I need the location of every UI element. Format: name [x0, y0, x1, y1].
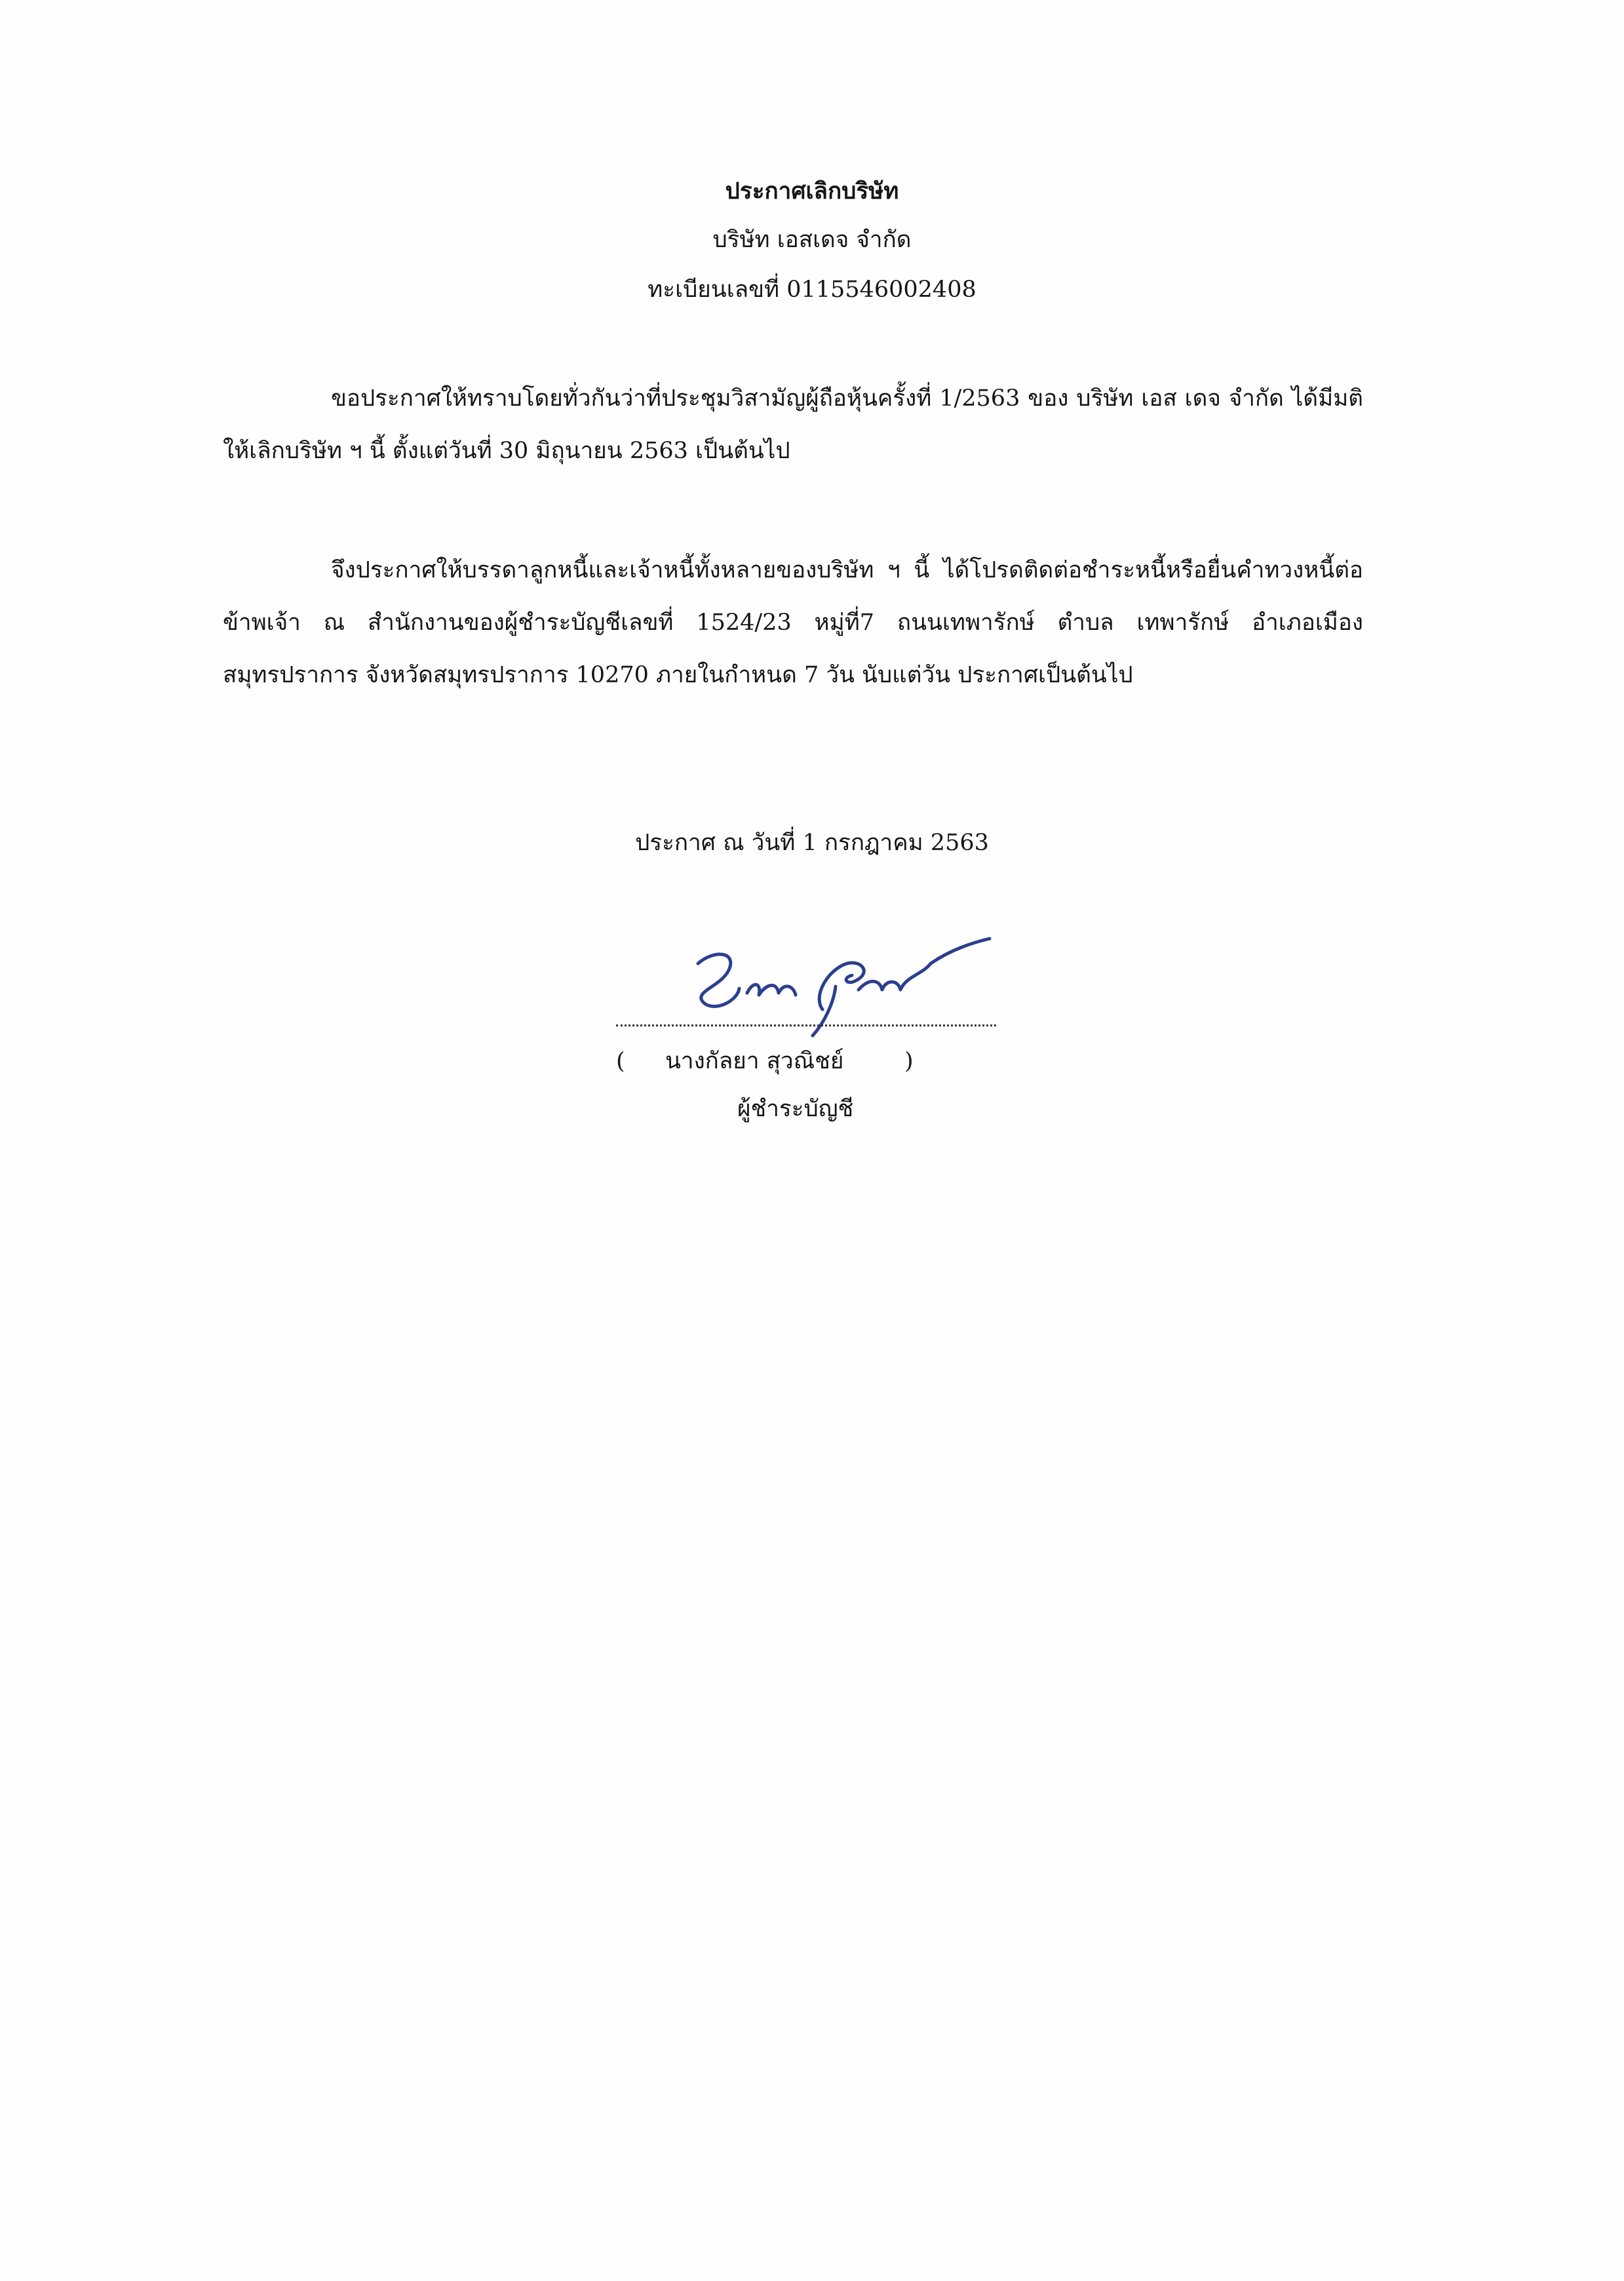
paragraph-dissolution-resolution: ขอประกาศให้ทราบโดยทั่วกันว่าที่ประชุมวิสามัญผู้ถือหุ้นครั้งที่ 1/2563 ของ บริษัท เอส เดจ จำกัด ได้มีมติให้เลิกบริษัท ฯ นี้ ตั้งแต่วันที่ 30 มิถุนายน 2563 เป็นต้นไป: [223, 385, 1363, 464]
signature-block: [616, 918, 1022, 1140]
paren-open: (: [616, 1048, 625, 1074]
document-title: ประกาศเลิกบริษัท: [725, 178, 899, 205]
announcement-date: ประกาศ ณ วันที่ 1 กรกฎาคม 2563: [635, 830, 989, 856]
handwritten-signature: [655, 918, 996, 1049]
paragraph-creditor-notice: จึงประกาศให้บรรดาลูกหนี้และเจ้าหนี้ทั้งหลายของบริษัท ฯ นี้ ได้โปรดติดต่อชำระหนี้หรือยื่นคำทวงหนี้ต่อข้าพเจ้า ณ สำนักงานของผู้ชำระบัญชีเลขที่ 1524/23 หมู่ที่7 ถนนเทพารักษ์ ตำบล เทพารักษ์ อำเภอเมืองสมุทรปราการ จังหวัดสมุทรปราการ 10270 ภายในกำหนด 7 วัน นับแต่วัน ประกาศเป็นต้นไป: [223, 557, 1363, 688]
signature-dotted-line: [616, 1024, 996, 1026]
signatory-name: นางกัลยา สุวณิชย์: [665, 1048, 844, 1074]
registration-number: ทะเบียนเลขที่ 0115546002408: [648, 277, 976, 303]
signatory-role: ผู้ชำระบัญชี: [737, 1096, 854, 1122]
company-name: บริษัท เอสเดจ จำกัด: [712, 227, 912, 253]
paren-close: ): [904, 1048, 914, 1074]
